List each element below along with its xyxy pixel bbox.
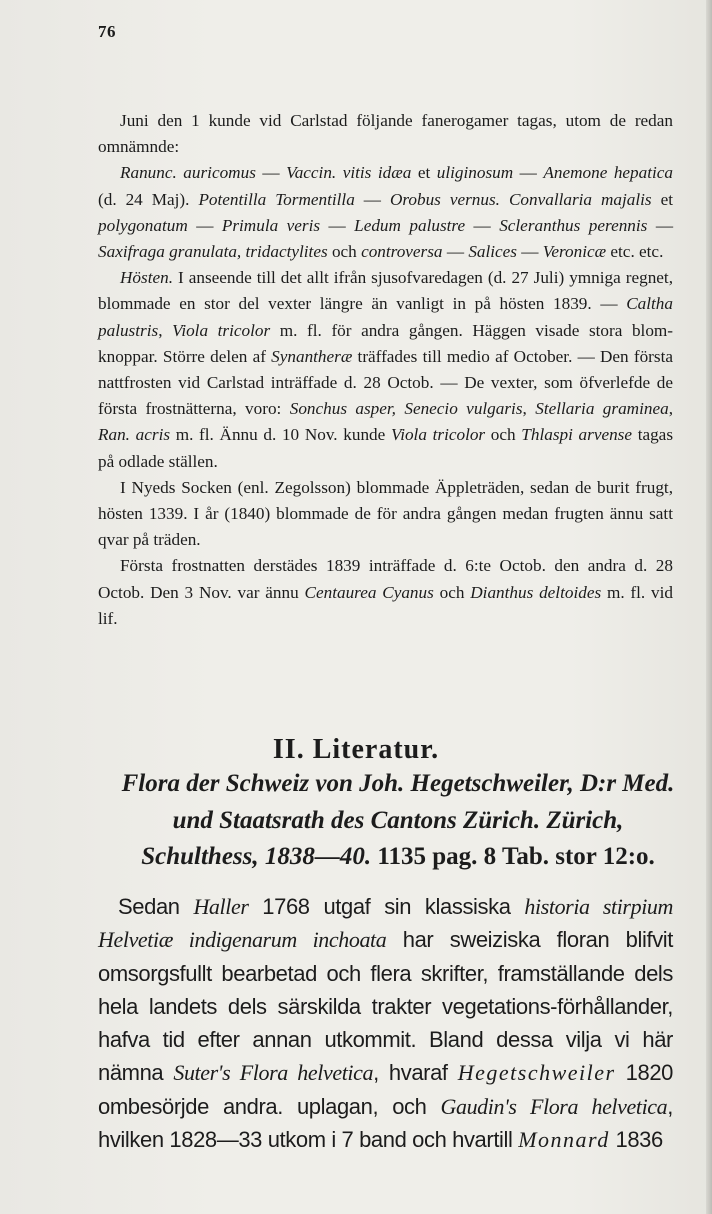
text-run: — <box>255 163 287 183</box>
italic-text-run: Haller <box>193 894 249 919</box>
italic-text-run: Synantheræ <box>271 346 353 366</box>
italic-text-run: historia stirpium Helvetiæ indigenarum inchoata <box>98 894 673 953</box>
italic-text-run: polygonatum <box>98 215 188 235</box>
text-run: Sedan <box>118 894 194 919</box>
text-run <box>500 190 509 209</box>
italic-text-run: uliginosum <box>436 163 514 183</box>
italic-text-run: Stellaria graminea <box>535 399 669 419</box>
text-run: m. fl. Ännu d. 10 Nov. kunde <box>170 425 391 445</box>
text-run: har sweiziska floran blifvit omsorgsfullt bearbetad och flera skrifter, framställande dels hela landets dels särskilda trakter vegetations-förhållander, hafva tid efter annan utkommit. Bland dessa vilja vi här nämna <box>98 927 673 1086</box>
text-run: — <box>187 215 222 235</box>
text-run: et <box>411 163 437 183</box>
italic-text-run: Suter's Flora helvetica <box>173 1060 374 1086</box>
observations-text <box>98 108 673 632</box>
italic-text-run: Viola tricolor <box>390 425 486 445</box>
italic-text-run: Salices <box>468 242 517 262</box>
book-title-citation <box>118 766 678 876</box>
paragraph <box>98 160 673 265</box>
text-run: — <box>513 163 544 183</box>
italic-text-run: controversa <box>361 242 443 262</box>
text-run: 1836 <box>609 1127 663 1153</box>
text-run: — <box>354 189 390 209</box>
text-run: — <box>647 215 673 235</box>
text-run: m. fl. för andra gången. Häggen visade stora blom-knoppar. Större delen af <box>98 320 674 366</box>
italic-text-run: Centaurea Cyanus <box>304 582 434 602</box>
paragraph <box>98 265 673 475</box>
italic-text-run: Convallaria majalis <box>508 189 652 209</box>
text-run: (d. 24 Maj). <box>98 189 199 209</box>
italic-text-run: Viola tricolor <box>172 320 271 340</box>
italic-text-run: Hegetschweiler <box>457 1060 616 1086</box>
italic-text-run: Primula veris <box>221 215 321 235</box>
text-run: 1768 utgaf sin klassiska <box>248 894 525 919</box>
page-number: 76 <box>98 22 116 41</box>
paragraph <box>98 108 673 160</box>
italic-text-run: Monnard <box>518 1127 610 1153</box>
text-run: tagas på odlade ställen. <box>98 425 674 471</box>
text-run: träffades till medio af October. — Den första nattfrosten vid Carlstad inträffade d. 28 Octob. — De vexter, som öfverlefde de första frostnätterna, voro: <box>98 346 673 419</box>
text-run: , hvaraf <box>373 1060 458 1086</box>
italic-text-run: Vaccin. vitis idæa <box>286 163 412 183</box>
text-run: etc. etc. <box>606 242 664 262</box>
text-run: , <box>668 399 673 419</box>
italic-text-run: Anemone hepatica <box>543 163 674 183</box>
text-run: et <box>651 189 674 209</box>
italic-text-run: Hösten. <box>120 268 173 288</box>
section-heading: II. Literatur. <box>272 734 440 765</box>
italic-text-run: Potentilla Tormentilla <box>198 189 355 209</box>
text-run: m. fl. vid lif. <box>98 582 673 628</box>
paragraph <box>98 553 673 632</box>
text-run: 1820 ombesörjde andra. uplagan, och <box>98 1060 674 1119</box>
text-run: — <box>320 215 355 235</box>
italic-text-run: Ranunc. auricomus <box>120 163 256 183</box>
text-run: I anseende till det allt ifrån sjusofvaredagen (d. 27 Juli) ymniga regnet, blommade en stor del vexter längre än vanligt in på hösten 1839. — <box>98 268 673 314</box>
text-run: , hvilken 1828—33 utkom i 7 band och hvartill <box>98 1093 673 1153</box>
italic-text-run: Dianthus deltoides <box>470 582 602 602</box>
text-run: 1135 pag. 8 Tab. stor 12:o. <box>371 843 655 870</box>
text-run: Första frostnatten derstädes 1839 inträffade d. 6:te Octob. den andra d. 28 Octob. Den 3 Nov. var ännu <box>98 556 673 602</box>
italic-text-run: Caltha palustris <box>98 294 673 340</box>
italic-text-run: Orobus vernus. <box>389 189 500 209</box>
text-run: I Nyeds Socken (enl. Zegolsson) blommade Äppleträden, sedan de burit frugt, hösten 1339. I år (1840) blommade de för andra gången medan frugten ännu satt qvar på träden. <box>98 477 673 550</box>
italic-text-run: Veronicæ <box>542 242 607 262</box>
italic-text-run: Flora der Schweiz von Joh. Hegetschweiler, D:r Med. und Staatsrath des Cantons Zürich. Zürich, Schulthess, 1838—40. <box>121 770 675 870</box>
italic-text-run: Scleranthus perennis <box>499 215 648 235</box>
italic-text-run: Ran. acris <box>98 425 171 445</box>
italic-text-run: Thlaspi arvense <box>521 425 633 445</box>
text-run: — <box>517 242 543 262</box>
italic-text-run: Gaudin's Flora helvetica <box>440 1093 668 1119</box>
text-run: , <box>158 320 173 340</box>
italic-text-run: Ledum palustre <box>354 215 466 235</box>
italic-text-run: Sonchus asper, Senecio vulgaris <box>289 399 523 419</box>
text-run: Juni den 1 kunde vid Carlstad följande fanerogamer tagas, utom de redan omnämnde: <box>98 111 673 157</box>
text-run: och <box>485 425 522 445</box>
text-run: och <box>433 582 471 602</box>
text-run: — <box>442 242 469 262</box>
paragraph <box>98 475 673 554</box>
italic-text-run: Saxifraga granulata, tridactylites <box>98 242 328 262</box>
review-paragraph <box>98 890 673 1156</box>
page-spine-shadow <box>706 0 712 1214</box>
text-run: , <box>522 399 536 419</box>
text-run: — <box>465 215 500 235</box>
text-run: och <box>327 242 362 262</box>
